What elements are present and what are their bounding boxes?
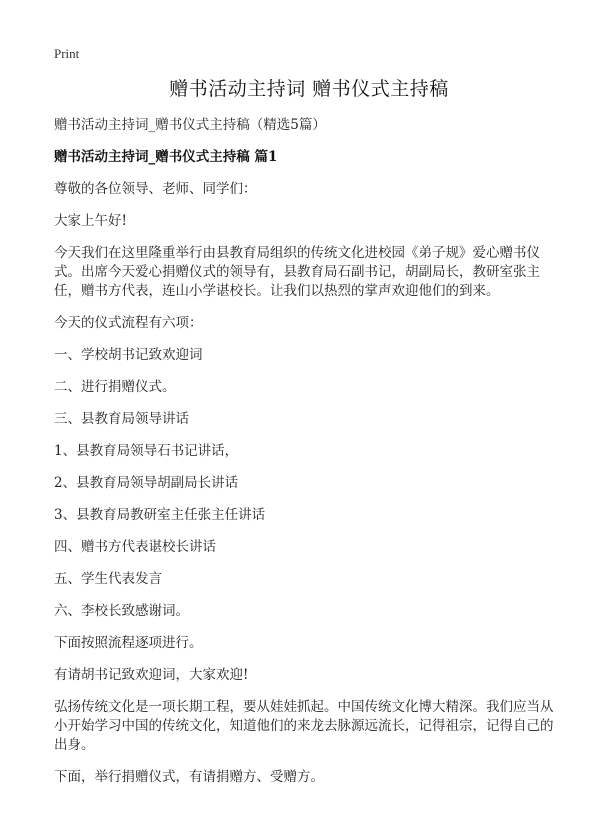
paragraph-agenda-intro: 今天的仪式流程有六项： (54, 315, 203, 331)
agenda-item-1: 一、学校胡书记致欢迎词 (54, 347, 203, 363)
paragraph-introduction: 今天我们在这里隆重举行由县教育局组织的传统文化进校园《弟子规》爱心赠书仪式。出席今天爱心捐赠仪式的领导有，县教育局石副书记，胡副局长，教研室张主任，赠书方代表，连山小学谌校长。让我们以热烈的掌声欢迎他们的到来。 (54, 245, 540, 299)
agenda-item-3: 三、县教育局领导讲话 (54, 411, 189, 427)
print-label: Print (54, 46, 80, 61)
paragraph-proceed: 下面按照流程逐项进行。 (54, 635, 203, 651)
document-title: 赠书活动主持词 赠书仪式主持稿 (169, 78, 449, 100)
agenda-item-5: 五、学生代表发言 (54, 571, 162, 587)
agenda-item-2: 二、进行捐赠仪式。 (54, 379, 176, 395)
paragraph-good-morning: 大家上午好! (54, 213, 127, 229)
section-heading: 赠书活动主持词_赠书仪式主持稿 篇1 (54, 149, 278, 165)
agenda-subitem-3-3: 3、县教育局教研室主任张主任讲话 (54, 507, 266, 523)
paragraph-donation-ceremony: 下面，举行捐赠仪式，有请捐赠方、受赠方。 (54, 769, 324, 785)
agenda-subitem-3-1: 1、县教育局领导石书记讲话， (54, 443, 239, 459)
agenda-item-4: 四、赠书方代表谌校长讲话 (54, 539, 216, 555)
document-subtitle: 赠书活动主持词_赠书仪式主持稿（精选5篇） (54, 117, 326, 133)
paragraph-tradition: 弘扬传统文化是一项长期工程，要从娃娃抓起。中国传统文化博大精深。我们应当从小开始学习中国的传统文化，知道他们的来龙去脉源远流长，记得祖宗，记得自己的出身。 (54, 699, 554, 753)
paragraph-greeting: 尊敬的各位领导、老师、同学们： (54, 181, 257, 197)
agenda-item-6: 六、李校长致感谢词。 (54, 603, 189, 619)
agenda-subitem-3-2: 2、县教育局领导胡副局长讲话 (54, 475, 239, 491)
paragraph-welcome-speech: 有请胡书记致欢迎词，大家欢迎! (54, 667, 249, 683)
